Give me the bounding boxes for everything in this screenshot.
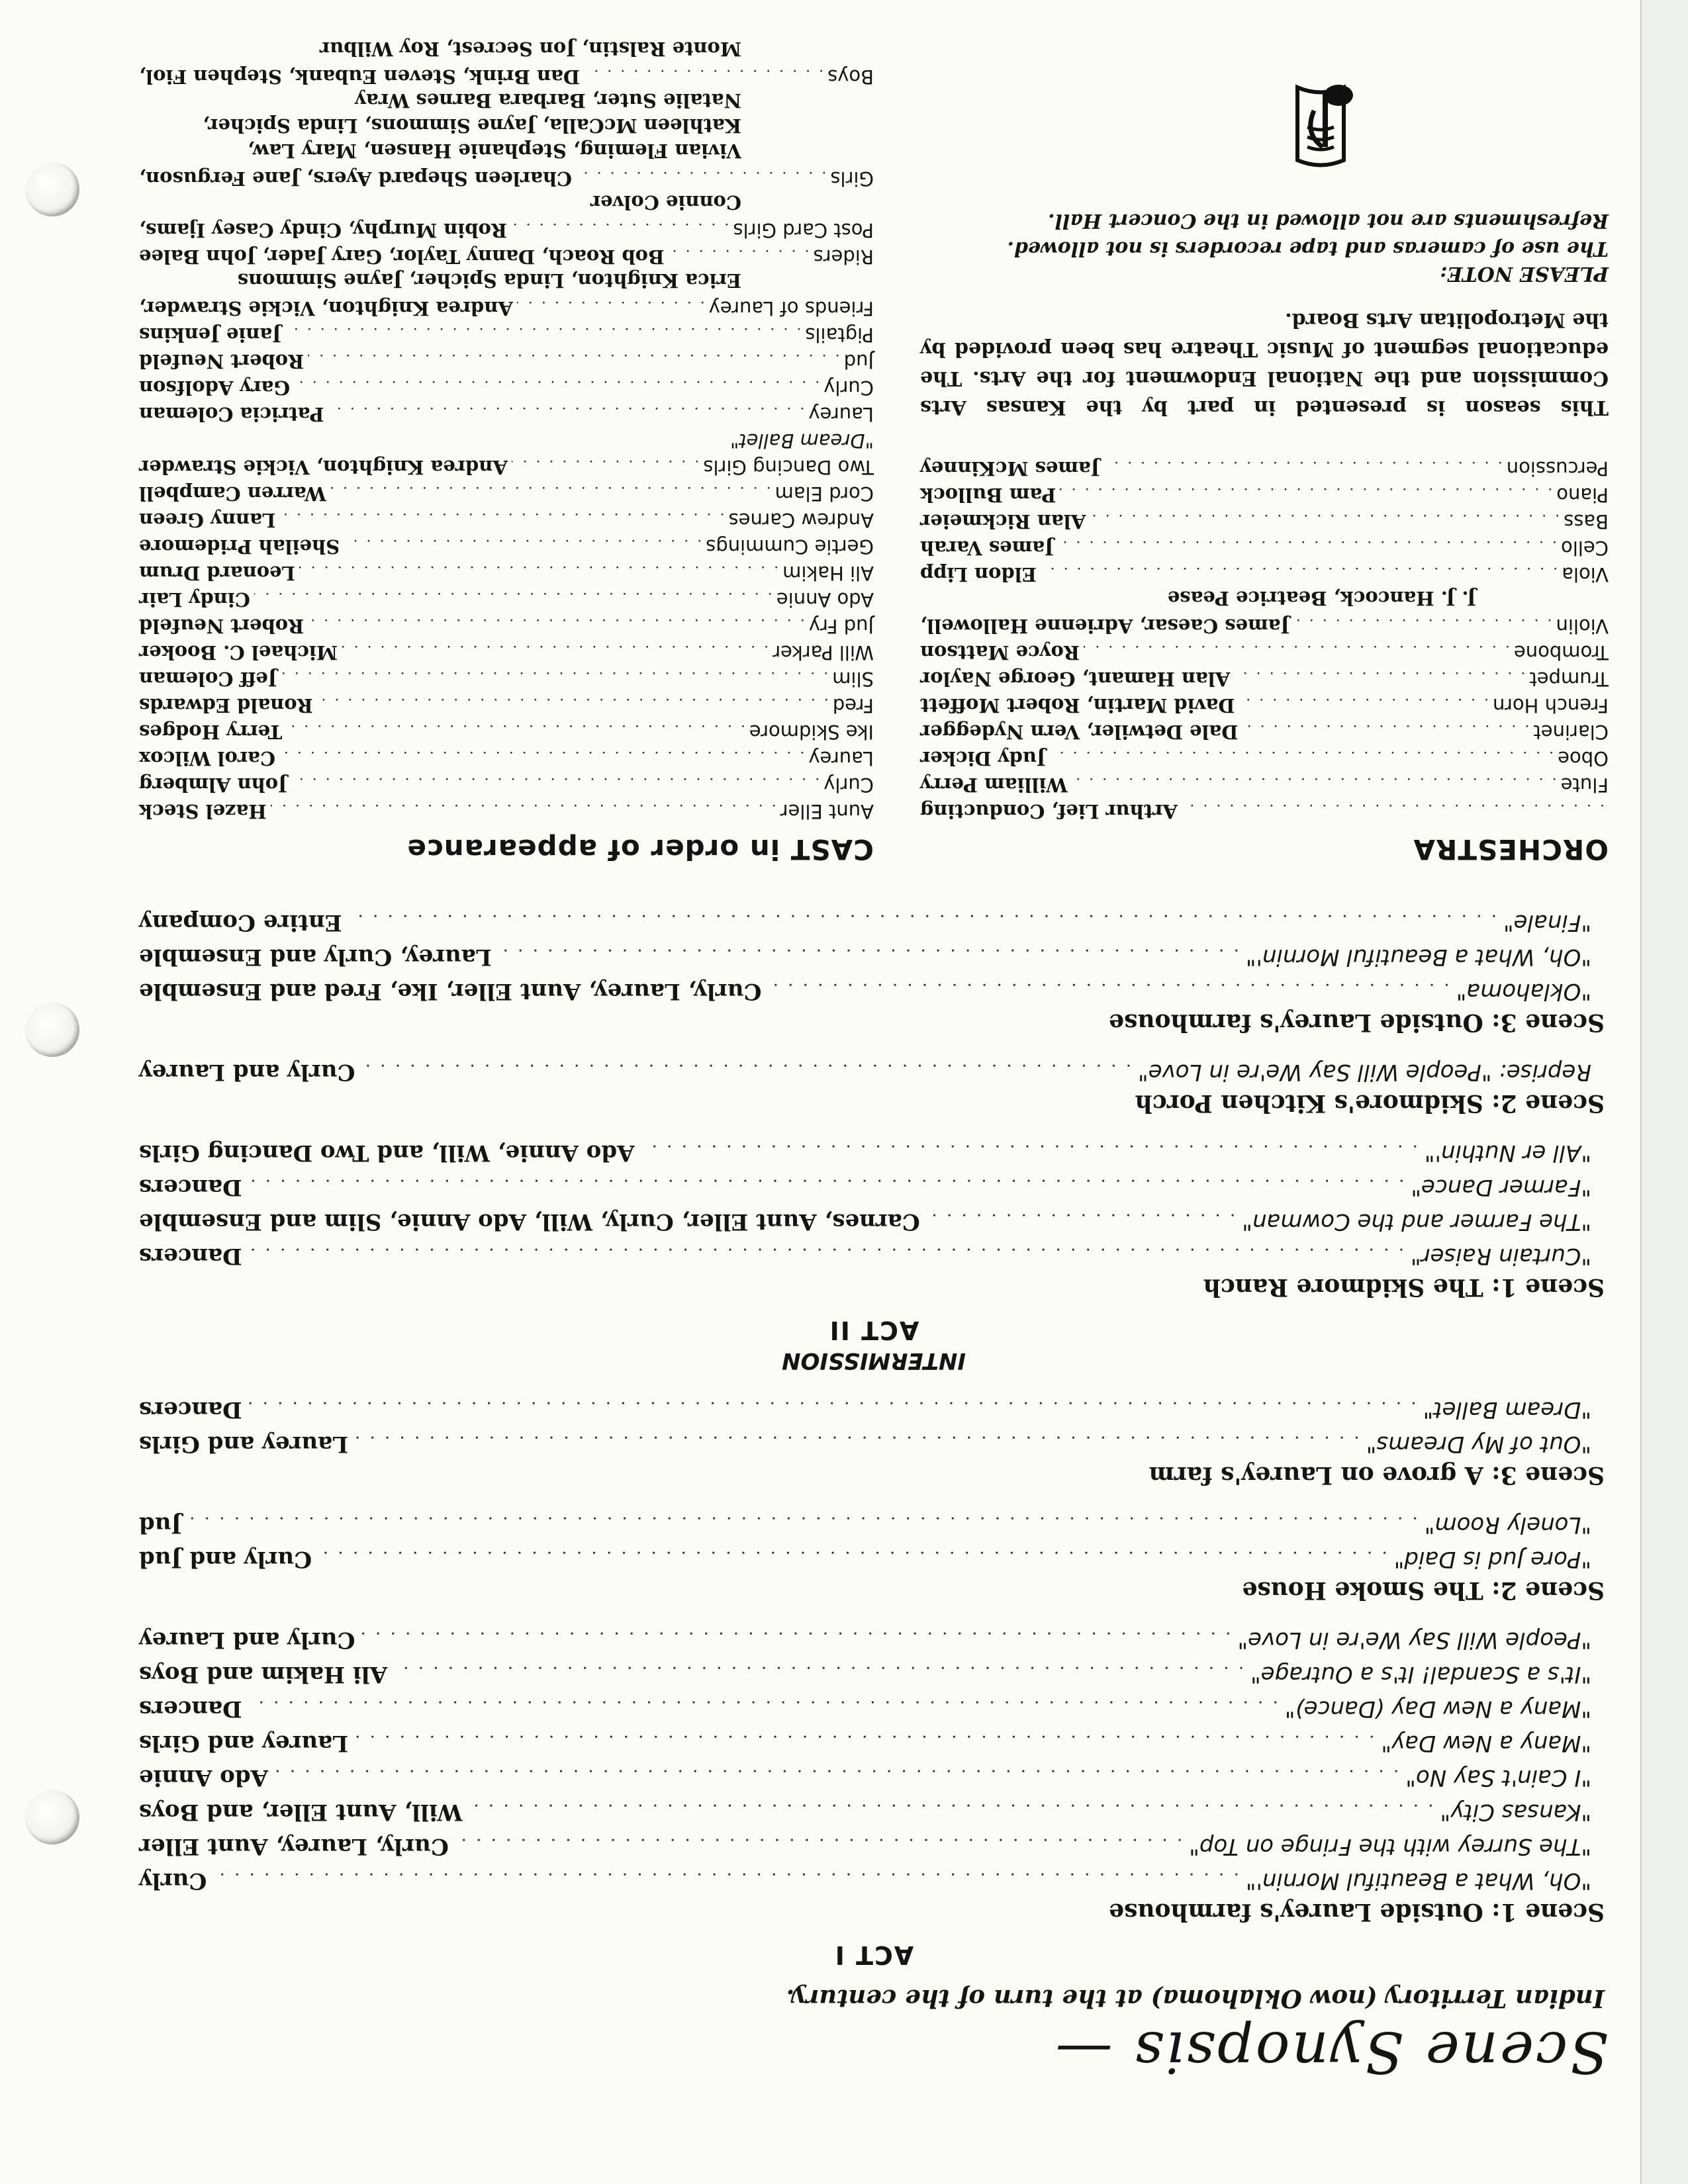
- leader-dots: [249, 1697, 1278, 1717]
- leader-dots: [1293, 615, 1552, 632]
- leader-dots: [349, 911, 1497, 931]
- credit-role: Fred: [832, 694, 874, 717]
- credit-role: Flute: [1560, 774, 1609, 796]
- credit-name: Dan Brink, Steven Eubank, Stephen Fiol,: [139, 66, 581, 88]
- song-row: [139, 1235, 1591, 1269]
- credit-name: Jeff Coleman: [139, 668, 277, 690]
- song-performer: Carnes, Aunt Eller, Curly, Will, Ado Annie, Slim and Ensemble: [139, 1208, 920, 1235]
- leader-dots: [249, 1244, 1404, 1264]
- leader-dots: [1182, 801, 1605, 817]
- credit-row: [139, 584, 874, 611]
- leader-dots: [317, 695, 829, 711]
- song-performer: Dancers: [139, 1396, 242, 1423]
- credit-row: [139, 215, 874, 242]
- leader-dots: [271, 801, 776, 817]
- credit-role: Pigtails: [805, 324, 874, 346]
- song-performer: Dancers: [139, 1696, 242, 1722]
- song-title: "Out of My Dreams": [1366, 1431, 1591, 1457]
- credit-role: Gertie Cummings: [706, 535, 874, 558]
- please-note-text: The use of cameras and tape recorders is not allowed. Refreshments are not allowed in the Concert Hall.: [1007, 209, 1609, 260]
- song-performer: Ado Annie: [139, 1764, 269, 1791]
- credit-name: Cindy Lair: [139, 588, 250, 611]
- credit-role: Trombone: [1513, 641, 1609, 664]
- song-row: [139, 1688, 1591, 1722]
- leader-dots: [641, 1141, 1418, 1161]
- leader-dots: [254, 589, 773, 606]
- credit-name: Judy Dicker: [920, 747, 1046, 770]
- act-1-scenes: [139, 1388, 1609, 1926]
- song-row: [139, 901, 1591, 936]
- music-note-icon: [1271, 68, 1370, 173]
- credit-row: [139, 664, 874, 690]
- act-2-label: ACT II: [828, 1316, 919, 1345]
- leader-dots: [308, 615, 805, 632]
- credit-row: [139, 399, 874, 426]
- song-title: "All er Nuthin'": [1424, 1140, 1591, 1166]
- act-1-label: ACT I: [833, 1940, 914, 1970]
- leader-dots: [355, 1432, 1360, 1452]
- credit-name-continued: Connie Colver: [590, 191, 741, 214]
- song-title: "Curtain Raiser": [1410, 1243, 1591, 1269]
- song-performer: Jud: [139, 1512, 182, 1538]
- credit-role: Aunt Eller: [780, 800, 874, 823]
- credit-name: Sheilah Pridemore: [139, 535, 340, 558]
- leader-dots: [355, 1731, 1374, 1751]
- leader-dots: [279, 510, 724, 526]
- leader-dots: [511, 220, 729, 236]
- leader-dots: [286, 721, 745, 738]
- credit-role: Cord Elam: [774, 482, 874, 505]
- credit-row: [920, 637, 1609, 664]
- credit-role: Laurey: [808, 747, 874, 770]
- song-title: "People Will Say We're in Love": [1237, 1627, 1591, 1653]
- credit-row: [139, 690, 874, 717]
- orchestra-conductor-row: [920, 796, 1609, 823]
- scene-heading: Scene 3: A grove on Laurey's farm: [1149, 1461, 1605, 1489]
- dream-ballet-label: "Dream Ballet": [729, 430, 874, 452]
- cast-column: [139, 36, 874, 866]
- leader-dots: [1239, 695, 1489, 711]
- song-title: "Farmer Dance": [1411, 1174, 1591, 1201]
- leader-dots: [294, 377, 820, 394]
- credit-row: [139, 242, 874, 268]
- credit-name: Leonard Drum: [139, 562, 295, 584]
- credit-row: [139, 770, 874, 796]
- song-title: "Many a New Day (Dance)": [1284, 1696, 1591, 1722]
- song-performer: Dancers: [139, 1243, 242, 1269]
- leader-dots: [1104, 458, 1503, 475]
- leader-dots: [455, 1835, 1182, 1854]
- leader-dots: [498, 945, 1239, 965]
- song-title: "It's a Scandal! It's a Outrage": [1250, 1661, 1591, 1688]
- song-performer: Curly and Laurey: [139, 1059, 355, 1085]
- song-title: "Pore Jud is Daid": [1393, 1546, 1591, 1572]
- scene-heading: Scene 1: The Skidmore Ranch: [1203, 1273, 1605, 1301]
- credit-row: [920, 533, 1609, 559]
- leader-dots: [285, 324, 801, 341]
- credit-role: Ali Hakim: [782, 562, 874, 584]
- leader-dots: [1242, 721, 1529, 738]
- credit-row: [139, 478, 874, 505]
- leader-dots: [669, 246, 810, 263]
- leader-dots: [342, 642, 769, 659]
- credit-name: James McKinney: [920, 457, 1100, 480]
- credit-row: [920, 690, 1609, 717]
- credit-role: Jud Fry: [808, 615, 874, 637]
- credit-name: Ronald Edwards: [139, 694, 313, 717]
- leader-dots: [584, 66, 823, 83]
- leader-dots: [213, 1869, 1239, 1889]
- leader-dots: [299, 563, 778, 579]
- credit-row: [139, 743, 874, 770]
- credit-row: [920, 611, 1609, 637]
- credit-row: [920, 743, 1609, 770]
- leader-dots: [328, 404, 805, 420]
- credit-role: Will Parker: [773, 641, 874, 664]
- credit-name: John Almberg: [139, 774, 287, 796]
- song-row: [139, 1166, 1591, 1201]
- credit-role: Laurey: [808, 403, 874, 426]
- song-performer: Curly and Laurey: [139, 1627, 355, 1653]
- orchestra-heading: ORCHESTRA: [1413, 833, 1609, 866]
- song-performer: Laurey and Girls: [139, 1730, 349, 1756]
- credit-role: Viola: [1562, 563, 1609, 586]
- credit-name: Charleen Shepard Ayers, Jane Ferguson,: [139, 167, 573, 190]
- credit-role: Oboe: [1558, 747, 1609, 770]
- song-row: [139, 1504, 1591, 1538]
- credit-role: Cello: [1561, 537, 1609, 559]
- scene-heading: Scene 2: Skidmore's Kitchen Porch: [1135, 1089, 1605, 1117]
- song-row: [139, 1756, 1591, 1791]
- song-performer: Entire Company: [139, 909, 342, 936]
- credit-name: Patricia Coleman: [139, 403, 324, 426]
- credit-row: [139, 558, 874, 584]
- credit-name: Royce Mattson: [920, 641, 1080, 664]
- leader-dots: [1058, 537, 1557, 554]
- credit-row: [920, 559, 1609, 586]
- song-row: [139, 1860, 1591, 1894]
- song-title: "Finale": [1503, 909, 1591, 936]
- credit-row: [920, 480, 1609, 506]
- credit-row: [139, 611, 874, 637]
- leader-dots: [308, 351, 839, 367]
- credit-role: Jud: [843, 350, 874, 373]
- credit-row: [139, 320, 874, 346]
- song-row: [139, 1825, 1591, 1860]
- song-title: "The Farmer and the Cowman": [1242, 1208, 1591, 1235]
- song-performer: Curly: [139, 1868, 207, 1894]
- credit-name-continued: Monte Ralstin, Jon Secrest, Roy Wilbur: [319, 38, 741, 60]
- song-row: [139, 936, 1591, 970]
- credit-name-continued: J. J. Hancock, Beatrice Pease: [1167, 587, 1476, 610]
- leader-dots: [291, 774, 820, 791]
- song-title: Reprise: "People Will Say We're in Love": [1138, 1059, 1591, 1085]
- song-row: [139, 1653, 1591, 1688]
- credit-row: [139, 163, 874, 190]
- song-performer: Will, Aunt Eller, and Boys: [139, 1799, 463, 1825]
- credit-row: [139, 505, 874, 531]
- credit-role: Percussion: [1506, 457, 1609, 480]
- song-performer: Laurey and Girls: [139, 1431, 349, 1457]
- song-performer: Curly, Laurey, Aunt Eller, Ike, Fred and Ensemble: [139, 978, 762, 1005]
- credit-name-continued: Natalie Suter, Barbara Barnes Wray: [355, 89, 741, 112]
- scene-heading: Scene 1: Outside Laurey's farmhouse: [1109, 1898, 1605, 1926]
- credit-role: Post Card Girls: [733, 219, 874, 242]
- credit-role: Trumpet: [1529, 668, 1609, 690]
- song-row: [139, 1388, 1591, 1423]
- credit-role: Bass: [1564, 510, 1609, 533]
- credit-name: Lanny Green: [139, 509, 276, 531]
- song-row: [139, 970, 1591, 1005]
- song-row: [139, 1791, 1591, 1825]
- song-row: [139, 1619, 1591, 1653]
- leader-dots: [394, 1662, 1244, 1682]
- credit-row: [139, 717, 874, 743]
- credit-role: Slim: [832, 668, 874, 690]
- song-performer: Laurey, Curly and Ensemble: [139, 944, 492, 970]
- credit-row: [139, 62, 874, 88]
- scene-heading: Scene 3: Outside Laurey's farmhouse: [1109, 1009, 1605, 1036]
- scene-heading: Scene 2: The Smoke House: [1242, 1576, 1605, 1604]
- credit-name: Eldon Lipp: [920, 563, 1037, 586]
- leader-dots: [249, 1175, 1405, 1195]
- song-title: "I Cain't Say No": [1405, 1764, 1591, 1791]
- credit-row: [920, 770, 1609, 796]
- leader-dots: [189, 1513, 1418, 1533]
- leader-dots: [362, 1060, 1131, 1080]
- leader-dots: [1090, 511, 1560, 527]
- credit-name: David Martin, Robert Moffett: [920, 694, 1235, 717]
- song-title: "Lonely Room": [1424, 1512, 1591, 1538]
- leader-dots: [330, 483, 771, 500]
- song-performer: Ali Hakim and Boys: [139, 1661, 388, 1688]
- leader-dots: [927, 1210, 1235, 1230]
- song-performer: Curly, Laurey, Aunt Eller: [139, 1833, 449, 1860]
- credit-row: [920, 453, 1609, 480]
- credit-name: Dale Detwiler, Vern Nydegger: [920, 721, 1239, 743]
- funding-notice: This season is presented in part by the Kansas Arts Commission and the National Endowment for the Arts. The educational segment of Music Theatre has been provided by the Metropolitan Arts Board.: [920, 308, 1609, 419]
- credit-row: [139, 346, 874, 373]
- credit-role: Piano: [1556, 484, 1609, 506]
- credit-row: [920, 664, 1609, 690]
- act-2-scenes: [139, 901, 1609, 1301]
- intermission-label: INTERMISSION: [782, 1347, 966, 1374]
- credit-role: Violin: [1556, 615, 1609, 637]
- leader-dots: [318, 1547, 1387, 1567]
- credit-name-continued: Kathleen McCalla, Jayne Simmons, Linda Spicher,: [203, 114, 741, 137]
- leader-dots: [249, 1398, 1417, 1418]
- credit-name: Michael C. Booker: [139, 641, 338, 664]
- leader-dots: [769, 979, 1450, 999]
- credit-name: Robert Neufeld: [139, 615, 305, 637]
- credit-row: [920, 717, 1609, 743]
- credit-name-continued: Vivian Fleming, Stephanie Hansen, Mary Law,: [247, 140, 741, 162]
- cast-list: [139, 452, 874, 823]
- credit-name: Pam Bullock: [920, 484, 1056, 506]
- leader-dots: [469, 1800, 1434, 1820]
- song-row: [139, 1722, 1591, 1756]
- credit-row: [139, 531, 874, 558]
- orchestra-list: [920, 453, 1609, 796]
- leader-dots: [512, 457, 699, 473]
- song-title: "The Surrey with the Fringe on Top": [1189, 1833, 1591, 1860]
- credit-role: Ado Annie: [776, 588, 874, 611]
- credit-role: Riders: [813, 246, 874, 268]
- leader-dots: [362, 1628, 1231, 1648]
- credit-role: Curly: [823, 377, 874, 399]
- leader-dots: [1041, 564, 1558, 580]
- song-title: "Oh, What a Beautiful Mornin'": [1245, 1868, 1591, 1894]
- orchestra-column: [920, 36, 1609, 866]
- credit-name: Robin Murphy, Cindy Casey Ijams,: [139, 219, 507, 242]
- credit-name-continued: Erica Knighton, Linda Spicher, Jayne Simmons: [237, 269, 741, 292]
- leader-dots: [576, 168, 826, 185]
- credit-role: Curly: [823, 774, 874, 796]
- dream-ballet-list: [139, 36, 874, 426]
- song-performer: Curly and Jud: [139, 1546, 312, 1572]
- credit-name: Andrea Knighton, Vickie Strawder: [139, 456, 508, 478]
- song-title: "Kansas City": [1440, 1799, 1591, 1825]
- credit-name: Andrea Knighton, Vickie Strawder,: [139, 297, 513, 320]
- leader-dots: [1050, 748, 1554, 764]
- leader-dots: [1234, 668, 1525, 685]
- synopsis-setting: Indian Territory (now Oklahoma) at the turn of the century.: [786, 1984, 1605, 2013]
- leader-dots: [1060, 484, 1552, 501]
- song-row: [139, 1423, 1591, 1457]
- credit-row: [920, 506, 1609, 533]
- credit-name: Janie Jenkins: [139, 324, 281, 346]
- credit-name: Robert Neufeld: [139, 350, 305, 373]
- credit-name: Gary Adolfson: [139, 377, 291, 399]
- song-performer: Ado Annie, Will, and Two Dancing Girls: [139, 1140, 635, 1166]
- credit-role: Girls: [830, 167, 874, 190]
- credit-name: Alan Hamant, George Naylor: [920, 668, 1231, 690]
- credit-role: Clarinet: [1533, 721, 1609, 743]
- leader-dots: [344, 536, 702, 553]
- credit-name: Warren Campbell: [139, 482, 326, 505]
- song-title: "Oh, What a Beautiful Mornin'": [1245, 944, 1591, 970]
- credit-name: Terry Hodges: [139, 721, 283, 743]
- song-row: [139, 1538, 1591, 1572]
- synopsis-title: Scene Synopsis —: [1053, 2019, 1609, 2085]
- leader-dots: [517, 298, 705, 314]
- credit-name: Bob Roach, Danny Taylor, Gary Jader, John Balee: [139, 246, 665, 268]
- please-note-title: PLEASE NOTE:: [1440, 262, 1609, 285]
- cast-heading: CAST in order of appearance: [406, 833, 874, 866]
- credit-name: William Perry: [920, 774, 1068, 796]
- credit-role: Andrew Carnes: [728, 509, 874, 531]
- credit-row: [139, 637, 874, 664]
- leader-dots: [275, 1766, 1399, 1786]
- credit-role: French Horn: [1493, 694, 1609, 717]
- credit-row: [139, 293, 874, 320]
- leader-dots: [1084, 642, 1510, 659]
- credit-row: [139, 452, 874, 478]
- credit-name: Hazel Steck: [139, 800, 267, 823]
- song-title: "Many a New Day": [1381, 1730, 1591, 1756]
- song-title: "Oklahoma": [1456, 978, 1591, 1005]
- credit-name: James Varah: [920, 537, 1054, 559]
- credit-name: Alan Rickmeier: [920, 510, 1086, 533]
- song-row: [139, 1132, 1591, 1166]
- song-row: [139, 1201, 1591, 1235]
- credits-columns: [139, 36, 1609, 866]
- credit-name: James Caesar, Adrienne Hallowell,: [920, 615, 1290, 637]
- credit-name: Carol Wilcox: [139, 747, 275, 770]
- credit-role: Friends of Laurey: [708, 297, 874, 320]
- credit-role: Ike Skidmore: [749, 721, 874, 743]
- song-title: "Dream Ballet": [1423, 1396, 1591, 1423]
- song-performer: Dancers: [139, 1174, 242, 1201]
- leader-dots: [281, 668, 829, 685]
- credit-role: Boys: [827, 66, 874, 88]
- credit-row: [139, 796, 874, 823]
- leader-dots: [1072, 774, 1557, 791]
- orchestra-conductor: Arthur Lief, Conducting: [920, 800, 1178, 823]
- leader-dots: [279, 748, 804, 764]
- song-row: [139, 1051, 1591, 1085]
- credit-row: [139, 373, 874, 399]
- credit-role: Two Dancing Girls: [703, 456, 874, 478]
- program-content: [139, 36, 1609, 2085]
- dream-ballet-label-row: [139, 426, 874, 452]
